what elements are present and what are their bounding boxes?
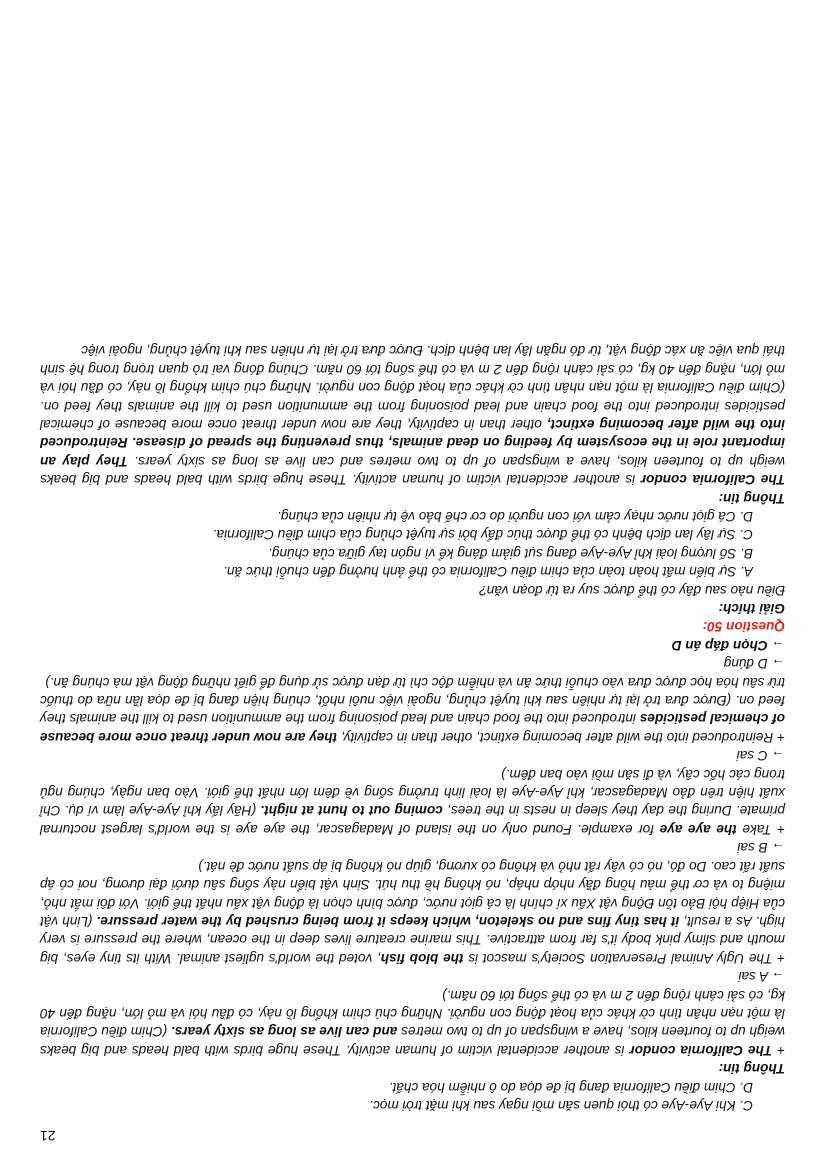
bold-phrase: The California condor	[640, 472, 785, 488]
text-run: is another accidental victim of human activity. These huge birds with bald heads and big beaks weigh up to fourteen kilos, have a wingspan of up to two metres and can live as long as sixty years.	[40, 453, 785, 488]
bold-phrase: and can live as long as sixty years.	[170, 1024, 398, 1040]
condor-paragraph	[40, 985, 785, 1059]
text-run: other than in captivity, they are now under threat once more because of chemical pesticides introduced into the food chain and lead poisoning from the ammunition used to kill the animals they feed on. (Chim điều California là một nạn nhân tình cờ khác của hoạt động con người. Những chú chim khổng lồ này, có đầu hói và mỏ lớn, nặng đến 40 kg, có sải cánh rộng đến 2 m và có thể sống tới 60 năm. Chúng đóng vai trò quan trọng trong hệ sinh thái qua việc ăn xác động vật, từ đó ngăn lây lan bệnh dịch. Được đưa trở lại tự nhiên sau khi tuyệt chủng, ngoài việc	[40, 343, 785, 432]
text-run: (Chim điều California là một nạn nhân tình cờ khác của hoạt động con người. Những chú chim khổng lồ này, có đầu hói và mỏ lớn, nặng đến 40 kg, có sải cánh rộng đến 2 m và có thể sống tới 60 năm.)	[40, 987, 785, 1040]
bold-phrase: it has tiny fins and no skeleton, which keeps it from being crushed by the water pressure.	[96, 913, 680, 929]
q50-option-d: D. Cá giọt nước nhạy cảm với con người do cơ chế bảo vệ tự nhiên của chúng.	[277, 509, 753, 524]
option-d-text: D. Chim điều California đang bị đe dọa do ô nhiễm hóa chất.	[388, 1079, 753, 1095]
bold-phrase: the aye aye	[659, 821, 737, 837]
pesticide-paragraph	[40, 672, 785, 746]
answer-line: → Chọn đáp án D	[671, 637, 785, 653]
q50-info-label: Thông tin:	[718, 490, 785, 506]
q50-option-a: A. Sự biến mất hoàn toàn của chim điều California có thể ảnh hưởng đến chuỗi thức ăn.	[223, 564, 753, 580]
page-content	[40, 341, 785, 1114]
question-stem: Điều nào sau đây có thể được suy ra từ đoạn văn?	[479, 582, 785, 598]
bold-phrase: The California condor	[629, 1042, 773, 1058]
verdict-d: → D đúng	[723, 656, 785, 672]
ayeaye-paragraph	[40, 764, 785, 838]
text-run: , voted the world's ugliest animal. With its tiny eyes, big mouth and slimy pink body it's far from attractive. This marine creature lives deep in the ocean, where the pressure is very high. As a result,	[40, 913, 785, 966]
verdict-c: → C sai	[736, 748, 785, 764]
q50-option-b: B. Số lượng loài khỉ Aye-Aye đang sụt giảm đáng kể vì ngón tay giữa của chúng.	[268, 545, 753, 561]
q50-option-c: C. Sự lây lan dịch bệnh có thể được thúc đẩy bởi sự tuyệt chủng của chim điều California.	[212, 527, 753, 543]
text-run: is another accidental victim of human activity. These huge birds with bald heads and big beaks weigh up to fourteen kilos, have a wingspan of up to two metres	[39, 1024, 785, 1058]
verdict-b: → B sai	[737, 840, 785, 856]
info-label: Thông tin:	[718, 1061, 785, 1077]
text-run: + The Ugly Animal Preservation Society's mascot is	[463, 950, 785, 966]
option-c-text: C. Khi Aye-Aye có thói quen săn mồi ngay sau khi mặt trời mọc.	[369, 1098, 753, 1113]
bullet: +	[772, 1042, 785, 1058]
text-run: (Hãy lấy khỉ Aye-Aye làm ví dụ. Chỉ xuất hiện trên đảo Madagascar, khỉ Aye-Aye là loài linh trưởng sống về đêm lớn nhất thế giới. Vào ban ngày, chúng ngủ trong các hốc cây, và đi săn mồi vào ban đêm.)	[39, 766, 785, 819]
q50-paragraph	[40, 341, 785, 488]
text-run: (Linh vật của Hiệp hội Bảo tồn Động vật Xấu xí chính là cá giọt nước, được bình chọn là động vật xấu nhất thế giới. Với đôi mắt nhỏ, miệng to và cơ thể màu hồng đầy nhớp nháp, nó không hề thu hút. Sinh vật biển này sống sâu dưới đại dương, nơi có áp suất rất cao. Do đó, nó có vây rất nhỏ và không có xương, giúp nó không bị áp suất nước đè nát.)	[39, 858, 785, 929]
text-run: for example. Found only on the island of Madagascar, the aye aye is the world's largest nocturnal primate. During the day they sleep in nests in the trees,	[40, 803, 785, 837]
blobfish-paragraph	[40, 856, 785, 966]
bold-phrase: they are now under threat once more because of chemical pesticides	[39, 711, 785, 745]
question-title: Question 50:	[702, 619, 785, 635]
bold-phrase: coming out to hunt at night.	[260, 803, 443, 819]
bold-phrase: the blob fish	[380, 950, 464, 966]
bold-phrase: They play an important role in the ecosystem by feeding on dead animals, thus preventing the spread of disease. Reintroduced into the wild after becoming extinct,	[40, 416, 785, 469]
text-run: + Take	[736, 821, 785, 837]
text-run: introduced into the food chain and lead poisoning from the ammunition used to kill the animals they feed on. (Được đưa trở lại tự nhiên sau khi tuyệt chủng, ngoài việc nuôi nhốt, chúng hiện đang bị đe dọa lần nữa do thuốc trừ sâu hóa học được đưa vào chuỗi thức ăn và nhiễm độc chì từ đạn được sử dụng để giết những động vật mà chúng ăn.)	[40, 674, 785, 727]
verdict-a: → A sai	[738, 969, 785, 985]
explain-label: Giải thích:	[718, 601, 785, 617]
page-number: 21	[40, 1128, 56, 1144]
text-run: + Reintroduced into the wild after becoming extinct, other than in captivity,	[337, 729, 785, 745]
